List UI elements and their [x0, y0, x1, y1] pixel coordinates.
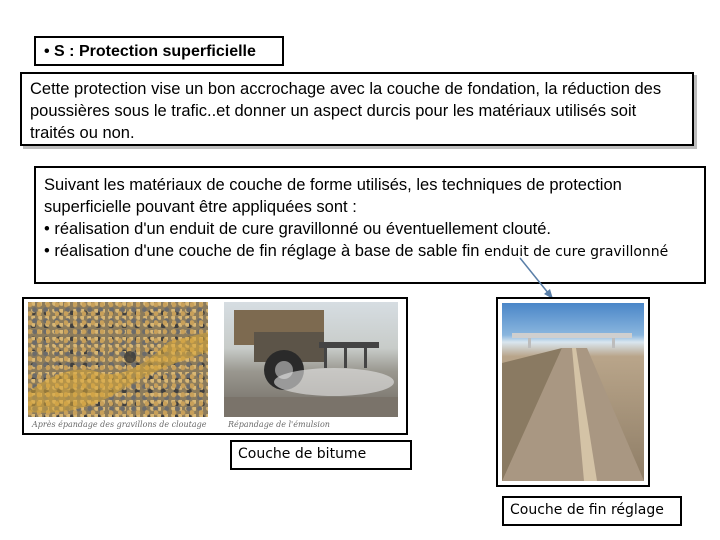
emulsion-photo — [224, 302, 398, 417]
road-scene — [502, 303, 644, 481]
road-photo — [502, 303, 644, 481]
technique-item-1: • réalisation d'un enduit de cure gravillonné ou éventuellement clouté. — [44, 220, 552, 238]
gravel-photo — [28, 302, 208, 417]
photo-frame-road — [496, 297, 650, 487]
emulsion-caption: Répandage de l'émulsion — [228, 420, 330, 429]
truck-scene — [224, 302, 398, 417]
technique-item-2-text: • réalisation d'une couche de fin réglage à base de sable fin — [44, 242, 485, 260]
gravel-caption: Après épandage des gravillons de cloutage — [32, 420, 207, 429]
description-text: Cette protection vise un bon accrochage avec la couche de fondation, la réduction des poussières sous le trafic..et donner un aspect durcis pour les matériaux utilisés soit traités ou non. — [30, 80, 662, 142]
annotation-text: enduit de cure gravillonné — [484, 244, 669, 260]
label-fin-reglage: Couche de fin réglage — [502, 496, 682, 526]
techniques-intro: Suivant les matériaux de couche de forme utilisés, les techniques de protection superficielle pouvant être appliquées sont : — [44, 176, 622, 216]
photo-frame-gravel-emulsion — [22, 297, 408, 435]
gravel-texture — [28, 302, 208, 417]
label-bitume: Couche de bitume — [230, 440, 412, 470]
section-title: • S : Protection superficielle — [44, 43, 256, 60]
